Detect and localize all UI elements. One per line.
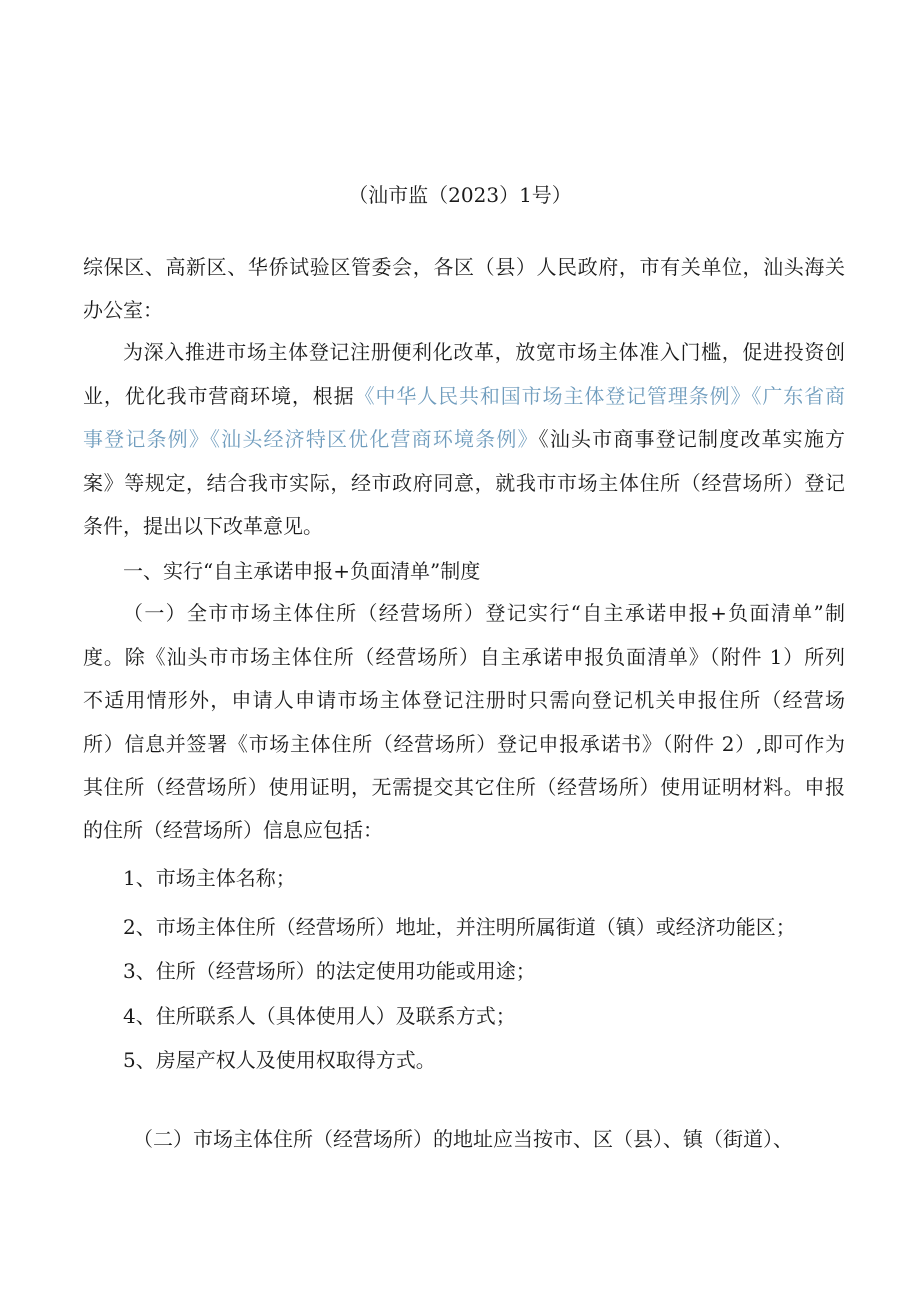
text-segment: 2、市场主体住所（经营场所）地址，并注明所属街道（镇）或经济功能区； xyxy=(123,915,796,939)
text-line xyxy=(123,1003,845,1029)
text-segment: 度。除《汕头市市场主体住所（经营场所）自主承诺申报负面清单》（附件 1）所列 xyxy=(83,645,845,669)
text-segment: 4、住所联系人（具体使用人）及联系方式； xyxy=(123,1004,516,1028)
text-segment: 不适用情形外，申请人申请市场主体登记注册时只需向登记机关申报住所（经营场 xyxy=(83,688,845,712)
regulation-link[interactable]: 事登记条例》《汕头经济特区优化营商环境条例》 xyxy=(83,427,539,451)
text-segment: 条件，提出以下改革意见。 xyxy=(83,514,323,538)
text-line xyxy=(83,470,845,496)
text-line xyxy=(83,817,845,843)
text-segment: 办公室： xyxy=(83,298,163,322)
text-line xyxy=(123,1047,845,1073)
text-segment: 5、房屋产权人及使用权取得方式。 xyxy=(123,1048,436,1072)
text-line xyxy=(83,731,845,757)
text-segment: 所）信息并签署《市场主体住所（经营场所）登记申报承诺书》（附件 2）,即可作为 xyxy=(83,732,845,756)
text-segment: 《汕头市商事登记制度改革实施方 xyxy=(538,427,846,451)
regulation-link[interactable]: 《中华人民共和国市场主体登记管理条例》《广东省商 xyxy=(354,384,846,408)
text-line xyxy=(83,297,845,323)
text-line xyxy=(83,644,845,670)
text-segment: 综保区、高新区、华侨试验区管委会，各区（县）人民政府，市有关单位，汕头海关 xyxy=(83,255,845,279)
text-line xyxy=(123,558,845,584)
text-segment: 的住所（经营场所）信息应包括： xyxy=(83,818,383,842)
text-line xyxy=(123,958,845,984)
text-segment: 一、实行“自主承诺申报+负面清单”制度 xyxy=(123,559,481,583)
text-segment: 其住所（经营场所）使用证明，无需提交其它住所（经营场所）使用证明材料。申报 xyxy=(83,775,845,799)
text-line xyxy=(83,254,845,280)
document-number: （汕市监（2023）1号） xyxy=(348,183,572,207)
text-segment: （一）全市市场主体住所（经营场所）登记实行“自主承诺申报+负面清单”制 xyxy=(123,601,845,625)
text-line xyxy=(123,600,845,626)
text-line xyxy=(83,687,845,713)
text-line xyxy=(133,1126,845,1152)
text-line xyxy=(123,339,845,365)
text-line xyxy=(83,513,845,539)
text-segment: 案》等规定，结合我市实际，经市政府同意，就我市市场主体住所（经营场所）登记 xyxy=(83,471,845,495)
text-segment: 3、住所（经营场所）的法定使用功能或用途； xyxy=(123,959,536,983)
text-line xyxy=(83,426,845,452)
text-line xyxy=(123,865,845,891)
text-segment: 1、市场主体名称； xyxy=(123,866,296,890)
text-line xyxy=(83,383,845,409)
text-segment: （二）市场主体住所（经营场所）的地址应当按市、区（县）、镇（街道）、 xyxy=(133,1127,793,1151)
text-segment: 业，优化我市营商环境，根据 xyxy=(83,384,355,408)
text-line xyxy=(123,914,845,940)
text-line xyxy=(83,774,845,800)
text-segment: 为深入推进市场主体登记注册便利化改革，放宽市场主体准入门槛，促进投资创 xyxy=(123,340,845,364)
